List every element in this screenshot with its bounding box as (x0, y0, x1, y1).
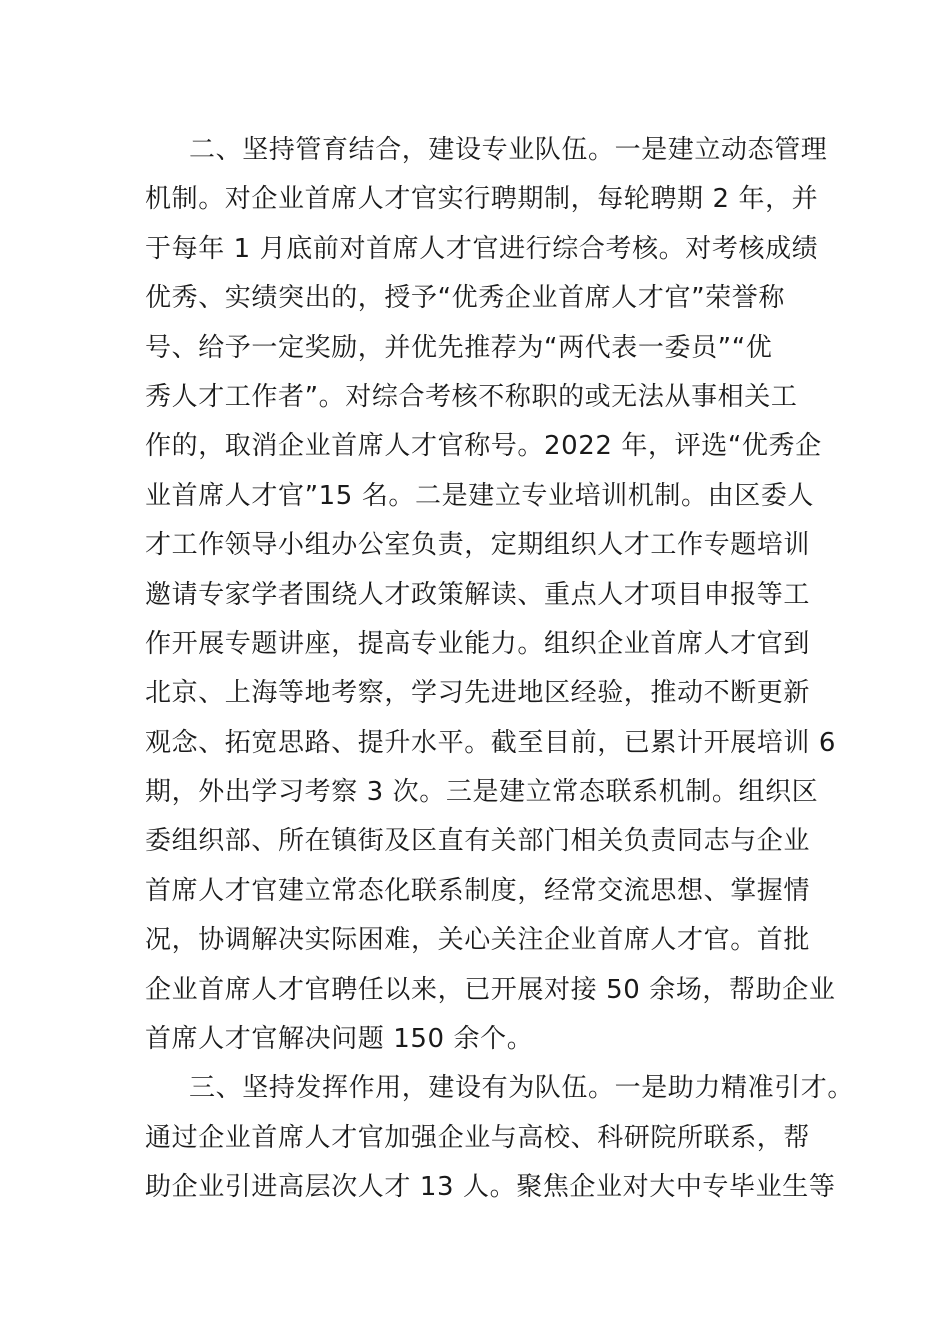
paragraph-2-line: 首席人才官解决问题 150 余个。 (145, 1024, 534, 1055)
paragraph-2-line: 委组织部、所在镇街及区直有关部门相关负责同志与企业 (145, 826, 811, 857)
paragraph-2-line: 作的，取消企业首席人才官称号。2022 年，评选“优秀企 (145, 431, 822, 462)
paragraph-2-line: 邀请专家学者围绕人才政策解读、重点人才项目申报等工 (145, 579, 811, 610)
paragraph-2-line: 期，外出学习考察 3 次。三是建立常态联系机制。组织区 (145, 777, 819, 808)
paragraph-2-line: 二、坚持管育结合，建设专业队伍。一是建立动态管理 (189, 135, 828, 165)
paragraph-2-line: 才工作领导小组办公室负责，定期组织人才工作专题培训 (145, 530, 811, 561)
paragraph-3-line: 通过企业首席人才官加强企业与高校、科研院所联系，帮 (145, 1122, 811, 1153)
paragraph-3-line: 助企业引进高层次人才 13 人。聚焦企业对大中专毕业生等 (145, 1172, 836, 1203)
paragraph-2-line: 作开展专题讲座，提高专业能力。组织企业首席人才官到 (145, 628, 811, 659)
paragraph-2-line: 于每年 1 月底前对首席人才官进行综合考核。对考核成绩 (145, 233, 819, 264)
paragraph-2-line: 业首席人才官”15 名。二是建立专业培训机制。由区委人 (145, 480, 815, 511)
paragraph-2-line: 况，协调解决实际困难，关心关注企业首席人才官。首批 (145, 925, 811, 956)
paragraph-2-line: 秀人才工作者”。对综合考核不称职的或无法从事相关工 (145, 381, 798, 412)
paragraph-2-line: 首席人才官建立常态化联系制度，经常交流思想、掌握情 (145, 875, 811, 906)
body-text (145, 126, 855, 1213)
paragraph-2-line: 号、给予一定奖励，并优先推荐为“两代表一委员”“优 (145, 332, 773, 363)
paragraph-2-line: 企业首席人才官聘任以来，已开展对接 50 余场，帮助企业 (145, 974, 836, 1005)
paragraph-3-line: 三、坚持发挥作用，建设有为队伍。一是助力精准引才。 (189, 1073, 855, 1104)
paragraph-2-line: 北京、上海等地考察，学习先进地区经验，推动不断更新 (145, 678, 811, 709)
paragraph-2-line: 优秀、实绩突出的，授予“优秀企业首席人才官”荣誉称 (145, 283, 785, 314)
paragraph-2-line: 机制。对企业首席人才官实行聘期制，每轮聘期 2 年，并 (145, 184, 819, 215)
paragraph-2-line: 观念、拓宽思路、提升水平。截至目前，已累计开展培训 6 (145, 727, 837, 758)
